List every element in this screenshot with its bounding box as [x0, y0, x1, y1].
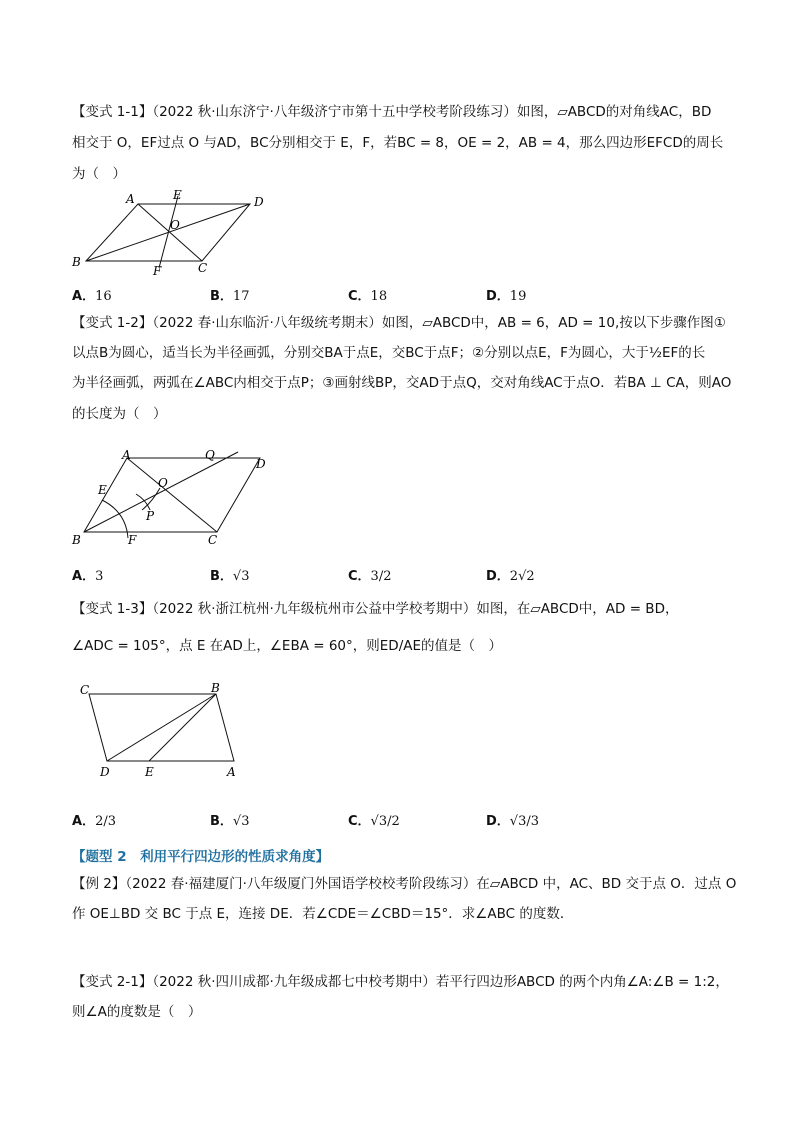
label-b: B: [211, 681, 220, 695]
label-d: D: [254, 195, 264, 209]
section-heading: 【题型 2 利用平行四边形的性质求角度】: [72, 849, 330, 865]
label-a: A: [227, 765, 236, 779]
q1-1-figure: [70, 188, 270, 278]
option-c[interactable]: C．√3/2: [348, 814, 400, 829]
q1-2-line-1: 【变式 1-2】（2022 春·山东临沂·八年级统考期末）如图，▱ABCD中，AB = 6，AD = 10,按以下步骤作图①: [72, 315, 726, 331]
q1-1-line-2: 相交于 O，EF过点 O 与AD，BC分别相交于 E，F，若BC = 8，OE = 2，AB = 4，那么四边形EFCD的周长: [72, 135, 724, 151]
label-c: C: [80, 683, 90, 697]
q1-3-options: [72, 810, 672, 828]
q1-2-figure: [70, 442, 280, 552]
option-a[interactable]: A．3: [72, 569, 104, 584]
q1-3-line-2: ∠ADC = 105°，点 E 在AD上，∠EBA = 60°，则ED/AE的值是（ ）: [72, 638, 503, 654]
label-c: C: [198, 261, 208, 275]
q1-3-line-1: 【变式 1-3】（2022 秋·浙江杭州·九年级杭州市公益中学校考期中）如图，在▱ABCD中，AD = BD，: [72, 601, 679, 617]
label-a: A: [122, 448, 131, 462]
option-a[interactable]: A．16: [72, 289, 112, 304]
label-e: E: [173, 188, 182, 202]
label-o: O: [158, 476, 168, 490]
label-d: D: [256, 457, 266, 471]
option-c[interactable]: C．3/2: [348, 569, 392, 584]
segment-ef: [159, 196, 178, 268]
ex2-line-2: 作 OE⊥BD 交 BC 于点 E，连接 DE．若∠CDE＝∠CBD＝15°．求∠ABC 的度数．: [72, 906, 574, 922]
q1-2-options: [72, 565, 672, 583]
option-b[interactable]: B．√3: [210, 569, 250, 584]
label-q: Q: [205, 448, 215, 462]
segment-be: [149, 694, 216, 761]
label-a: A: [126, 192, 135, 206]
option-c[interactable]: C．18: [348, 289, 388, 304]
label-f: F: [128, 533, 137, 547]
label-d: D: [100, 765, 110, 779]
diagonal-ac: [138, 204, 202, 261]
label-e: E: [98, 483, 107, 497]
option-d[interactable]: D．2√2: [486, 569, 535, 584]
option-d[interactable]: D．19: [486, 289, 527, 304]
label-o: O: [170, 218, 180, 232]
q1-1-line-1: 【变式 1-1】（2022 秋·山东济宁·八年级济宁市第十五中学校考阶段练习）如图，▱ABCD的对角线AC，BD: [72, 104, 712, 120]
option-d[interactable]: D．√3/3: [486, 814, 540, 829]
q2-1-line-2: 则∠A的度数是（ ）: [72, 1004, 202, 1020]
q1-1-line-3: 为（ ）: [72, 166, 126, 182]
q1-1-options: [72, 285, 672, 303]
option-b[interactable]: B．√3: [210, 814, 250, 829]
arc-p-1: [136, 494, 150, 510]
label-e: E: [145, 765, 154, 779]
diagonal-ac: [127, 458, 217, 532]
label-f: F: [153, 264, 162, 278]
option-b[interactable]: B．17: [210, 289, 250, 304]
q1-2-line-4: 的长度为（ ）: [72, 406, 167, 422]
q2-1-line-1: 【变式 2-1】（2022 秋·四川成都·九年级成都七中校考期中）若平行四边形ABCD 的两个内角∠A:∠B = 1:2，: [72, 974, 729, 990]
label-b: B: [72, 255, 81, 269]
q1-3-figure: [70, 678, 250, 783]
label-c: C: [208, 533, 218, 547]
arc-p-2: [142, 488, 160, 510]
label-p: P: [146, 509, 155, 523]
q1-2-line-3: 为半径画弧，两弧在∠ABC内相交于点P；③画射线BP，交AD于点Q，交对角线AC于点O．若BA ⊥ CA，则AO: [72, 375, 732, 391]
label-b: B: [72, 533, 81, 547]
diagonal-bd: [107, 694, 216, 761]
option-a[interactable]: A．2/3: [72, 814, 116, 829]
q1-2-line-2: 以点B为圆心，适当长为半径画弧，分别交BA于点E，交BC于点F；②分别以点E，F为圆心，大于½EF的长: [72, 345, 706, 361]
ex2-line-1: 【例 2】（2022 春·福建厦门·八年级厦门外国语学校校考阶段练习）在▱ABCD 中，AC、BD 交于点 O．过点 O: [72, 876, 737, 892]
